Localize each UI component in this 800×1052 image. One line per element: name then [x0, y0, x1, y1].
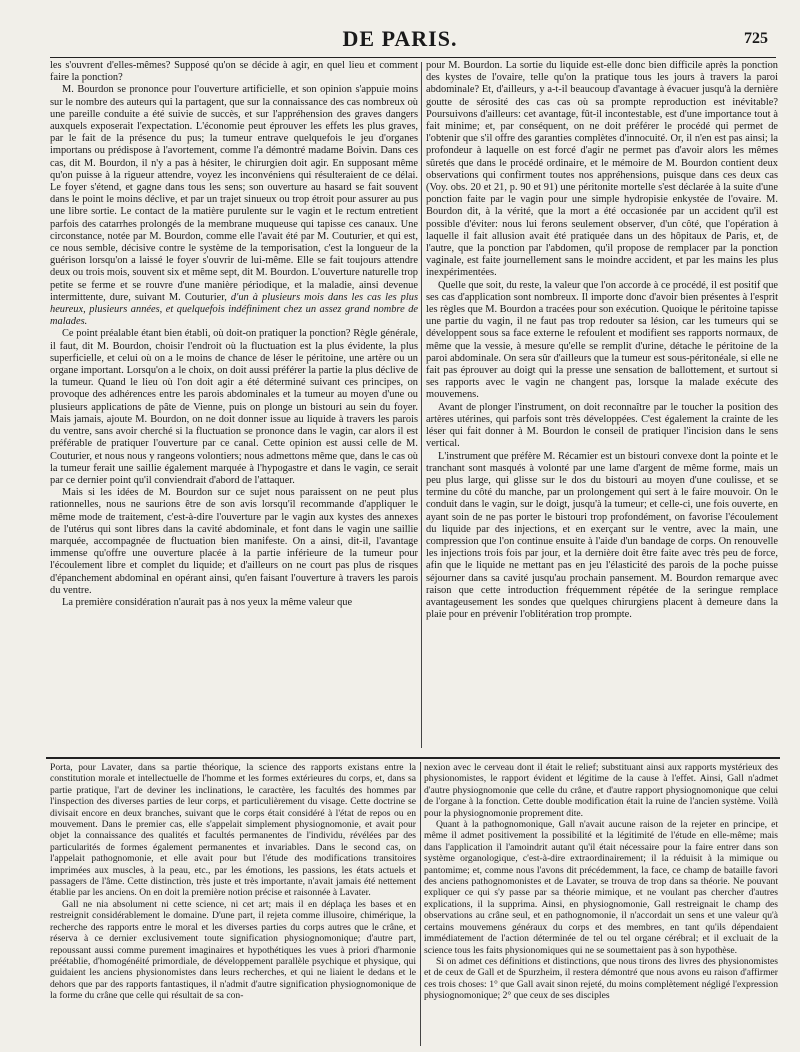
lower-column-right	[424, 762, 778, 1050]
paragraph: Mais si les idées de M. Bourdon sur ce sujet nous paraissent on ne peut plus rationnelles, nous ne saurions être de son avis lorsqu'il recommande d'appliquer le même mode de traitement, c'est-à-dire l'ouverture par le vagin aux kystes des annexes de l'utérus qui sont libres dans la cavité abdominale, et font dans le vagin une saillie marquée, accompagnée de fluctuation bien manifeste. On a ainsi, dit-il, l'avantage immense qu'offre une ouverture placée à la partie inférieure de la tumeur pour l'écoulement libre et complet du liquide; et d'ailleurs on ne court pas plus de risques d'épanchement abdominal en opérant ainsi, qu'en faisant l'ouverture à travers les parois du ventre.	[50, 487, 418, 596]
paragraph: Gall ne nia absolument ni cette science, ni cet art; mais il en déplaça les bases et en restreignit considérablement le domaine. D'une part, il rejeta comme illusoire, chimérique, la recherche des rapports entre le moral et les diverses parties du corps autres que le crâne, et réserva à ce dernier exclusivement toute signification physiognomonique; d'autre part, repoussant aussi comme purement imaginaires et hypothétiques les vues à priori d'harmonie préétablie, d'homogénéité primordiale, de développement parallèle psychique et physique, qui guidaient les anciens physionomistes dans leurs recherches, et qui ne liaient le dedans et le dehors que par des rapports fantastiques, il n'admit d'autre signification physiognomonique de la forme du crâne que celle qui résultait de sa con-	[50, 898, 416, 1002]
upper-column-left	[50, 60, 418, 752]
paragraph: les s'ouvrent d'elles-mêmes? Supposé qu'on se décide à agir, en quel lieu et comment faire la ponction?	[50, 60, 418, 84]
paragraph: Ce point préalable étant bien établi, où doit-on pratiquer la ponction? Règle générale, il faut, dit M. Bourdon, choisir l'endroit où la fluctuation est la plus évidente, la plus superficielle, et celui où on a le moins de chance de léser le péritoine, une artère ou un organe important. Lorsqu'on a le choix, on doit aussi préférer la partie la plus déclive de la tumeur. Quand le lieu où l'on doit agir a été déterminé suivant ces principes, on provoque des adhérences entre les parois abdominales et la tumeur au moyen d'une ou plusieurs applications de pâte de Vienne, puis on plonge un bistouri au sein du foyer. Mais jamais, ajoute M. Bourdon, on ne doit donner issue au liquide à travers les parois du ventre, sans avoir cherché si la fluctuation se prononce dans le vagin, car alors il est préférable de pratiquer l'ouverture par ce canal. Cette opinion est aussi celle de M. Couturier, et nous nous y rangeons volontiers; nous admettons même que, dans le cas où la tumeur ferait une saillie également marquée à l'hypogastre et dans le vagin, ce serait par ce dernier point qu'il conviendrait d'abord de l'attaquer.	[50, 328, 418, 486]
paragraph: Si on admet ces définitions et distinctions, que nous tirons des livres des physionomistes et de ceux de Gall et de Spurzheim, il restera démontré que nous avons eu raison d'affirmer ces trois choses: 1° que Gall avait sinon rejeté, du moins complètement négligé l'expression physiognomonique; 2° que ceux de ses disciples	[424, 955, 778, 1002]
paragraph: L'instrument que préfère M. Récamier est un bistouri convexe dont la pointe et le tranchant sont masqués à volonté par une lame d'argent de même forme, mais un peu plus large, qui glisse sur le dos du bistouri au moyen d'une coulisse, et se termine du côté du manche, par un prolongement qui sert à le faire mouvoir. On le conduit dans le vagin, sur le doigt, jusqu'à la tumeur; et celle-ci, une fois ouverte, en ayant soin de ne pas porter le bistouri trop profondément, on favorise l'écoulement du liquide par des injections, et en exerçant sur le ventre, avec la main, une compression que l'on continue ensuite à l'aide d'un bandage de corps. On renouvelle les injections trois fois par jour, et la dernière doit être faite avec très peu de force, afin que le liquide ne mettant pas en jeu l'élasticité des parois de la poche puisse séjourner dans sa cavité jusqu'au prochain pansement. M. Bourdon remarque avec raison que cette introduction fréquemment répétée de la seringue remplace avantageusement les sondes que quelques chirurgiens placent à demeure dans la plaie pour en prévenir l'oblitération trop prompte.	[426, 450, 778, 621]
paragraph: Porta, pour Lavater, dans sa partie théorique, la science des rapports existans entre la constitution morale et intellectuelle de l'homme et les formes extérieures du corps, et, dans sa partie pratique, l'art de deviner les inclinations, le caractère, les facultés des hommes par l'inspection des diverses parties de leur corps, et particulièrement du visage. Cette doctrine se divisait encore en deux branches, suivant que le corps était considéré à l'état de repos ou en mouvement. Dans le premier cas, elle s'appelait simplement physiognomonie, et avait pour objet la connaissance des qualités et facultés permanentes de l'individu, révélées par des particularités de formes également permanentes et invariables. Dans le second cas, on l'appelait pathognomonie, et elle avait pour but l'étude des modifications transitoires imprimées aux muscles, à la peau, etc., par les émotions, les passions, les états actuels et passagers de l'âme. Cette distinction, très juste et très importante, n'avait jamais été nettement établie par les anciens. On en doit la première notion précise et raisonnée à Lavater.	[50, 762, 416, 899]
paragraph: nexion avec le cerveau dont il était le relief; substituant ainsi aux rapports mystérieux des physionomistes, le rapport évident et légitime de la cause à l'effet. Ainsi, Gall n'admet d'autre physiognomonie que celle du crâne, et d'autre rapport physiognomonique que celui de l'organe à la fonction. Cette double modification était la ruine de l'ancien système. Voilà pour la physiognomonie proprement dite.	[424, 762, 778, 819]
header-rule	[50, 57, 776, 58]
paragraph: pour M. Bourdon. La sortie du liquide est-elle donc bien difficile après la ponction des kystes de l'ovaire, telle qu'on la pratique tous les jours à travers la paroi abdominale? Et, d'ailleurs, y a-t-il beaucoup d'avantage à évacuer jusqu'à la dernière goutte de sérosité des cas cas où sa prompte reproduction est inévitable? Poursuivons d'ailleurs: cet avantage, fût-il incontestable, est d'une importance tout à fait minime; et, par conséquent, on ne doit préférer le procédé qui permet de l'obtenir que s'il offre des garanties complètes d'innocuité. Or, il n'en est pas ainsi; la profondeur à laquelle on est forcé d'agir ne permet pas d'avoir alors les mêmes sûretés que dans le procédé ordinaire, et le mémoire de M. Bourdon contient deux observations qui confirment toutes nos appréhensions, puisque dans ces deux cas (Voy. obs. 20 et 21, p. 90 et 91) une péritonite mortelle s'est déclarée à la suite d'une ponction faite par le vagin pour une simple hydropisie enkystée de l'ovaire. M. Bourdon dit, à la vérité, que la mort a été occasionée par un accident qu'il est possible d'éviter: nous lui ferons seulement observer, d'un côté, que l'opération à laquelle il fait allusion avait été pratiquée dans un des hôpitaux de Paris, et, de l'autre, que la ponction par l'abdomen, qu'il propose de remplacer par la ponction vaginale, est faite journellement sans le moindre accident, et par les mains les plus inexpérimentées.	[426, 60, 778, 279]
paragraph: Avant de plonger l'instrument, on doit reconnaître par le toucher la position des artères utérines, qui parfois sont très développées. C'est également la crainte de les léser qui fait donner à M. Bourdon le conseil de pratiquer l'incision dans le sens vertical.	[426, 401, 778, 450]
paragraph: Quelle que soit, du reste, la valeur que l'on accorde à ce procédé, il est positif que ses cas d'application sont nombreux. Il importe donc d'avoir bien présentes à l'esprit les règles que M. Bourdon a tracées pour son exécution. Quoique le péritoine tapisse une partie du vagin, il ne faut pas trop redouter sa lésion, car les tumeurs qui se développent sous sa face externe le refoulent et modifient ses rapports normaux, de même que la vessie, à mesure qu'elle se remplit d'urine, détache le péritoine de la paroi abdominale. On sera sûr d'ailleurs que la tumeur est sous-péritonéale, si elle ne fait pas éprouver au doigt qui la presse une sensation de ballottement, et surtout si ses rapports avec le vagin ne changent pas, lorsque la malade exécute des mouvemens.	[426, 279, 778, 401]
lower-column-left	[50, 762, 416, 1050]
paragraph: La première considération n'aurait pas à nos yeux la même valeur que	[62, 596, 353, 608]
upper-column-right	[426, 60, 778, 750]
masthead	[0, 24, 800, 52]
paragraph: Quant à la pathognomonique, Gall n'avait aucune raison de la rejeter en principe, et même il admet positivement la possibilité et la légitimité de l'étude en elle-même; mais dans l'application il l'amoindrit autant qu'il était nécessaire pour la faire entrer dans son système organologique, c'est-à-dire extraordinairement; il la réduisit à la mimique ou pantomime; et, comme nous l'avons dit précédemment, la face, ce champ de bataille favori des anciens pathognomonistes et de Lavater, se trouva de trop dans sa théorie. Ne pouvant expliquer ce qui s'y passe par sa théorie mimique, et ne voulant pas chercher d'autres explications, il la supprima. Ainsi, en physiognomonie, Gall restreignait le champ des observations au crâne seul, et en pathognomonie, il n'accordait un sens et une valeur qu'à certains mouvemens généraux du corps et des membres, en tant qu'ils dépendaient immédiatement de l'action déterminée de tel ou tel organe cérébral; et il excluait de la science tous les faits physionomiques qui ne se soumettaient pas à son hypothèse.	[424, 819, 778, 956]
paragraph: M. Bourdon se prononce pour l'ouverture artificielle, et son opinion s'appuie moins sur le nombre des auteurs qui la partagent, que sur la connaissance des cas nombreux où une pareille conduite a été suivie de succès, et sur l'appréhension des graves dangers auxquels exposerait l'expectation. L'économie peut éprouver les effets les plus graves, par le fait de la présence du pus; la tumeur entrave quelquefois le jeu d'organes importans ou prédispose à l'avortement, comme l'a démontré madame Boivin. Dans ces cas, dit M. Bourdon, il n'y a pas à hésiter, le chirurgien doit agir. En supposant même qu'on puisse à la rigueur attendre, voyez les inconvéniens qui résulteraient de ce délai. Le foyer s'étend, et gagne dans tous les sens; son ouverture au hasard se fait souvent dans le point le moins déclive, et par un trajet sinueux ou trop étroit pour assurer au pus une libre sortie. Le contact de la matière purulente sur le vagin et le rectum entretient parfois des catarrhes prolongés de la membrane muqueuse qui tapisse ces canaux. Une circonstance, notée par M. Bourdon, comme elle l'avait été par M. Couturier, et qui est, ce nous semble, décisive contre le système de la temporisation, c'est la longueur de la guérison lorsqu'on a laissé le foyer s'ouvrir de lui-même. Elle se fait toujours attendre deux ou trois mois, souvent six et même sept, dit M. Bourdon. L'ouverture naturelle trop petite se ferme et se rouvre d'une manière périodique, et la maladie, ainsi devenue intermittente, dure, suivant M. Couturier, d'un à plusieurs mois dans les cas les plus heureux, plusieurs années, et quelquefois indéfiniment chez un assez grand nombre de malades.	[50, 84, 418, 328]
page-title: DE PARIS.	[342, 26, 458, 51]
column-divider	[421, 62, 422, 748]
column-divider	[420, 762, 421, 1046]
italic-quote: d'un à plusieurs mois dans les cas les plus heureux, plusieurs années, et quelquefois indéfiniment chez un assez grand nombre de malades.	[50, 291, 418, 328]
page-number: 725	[744, 30, 768, 47]
feuilleton-rule	[46, 757, 780, 759]
